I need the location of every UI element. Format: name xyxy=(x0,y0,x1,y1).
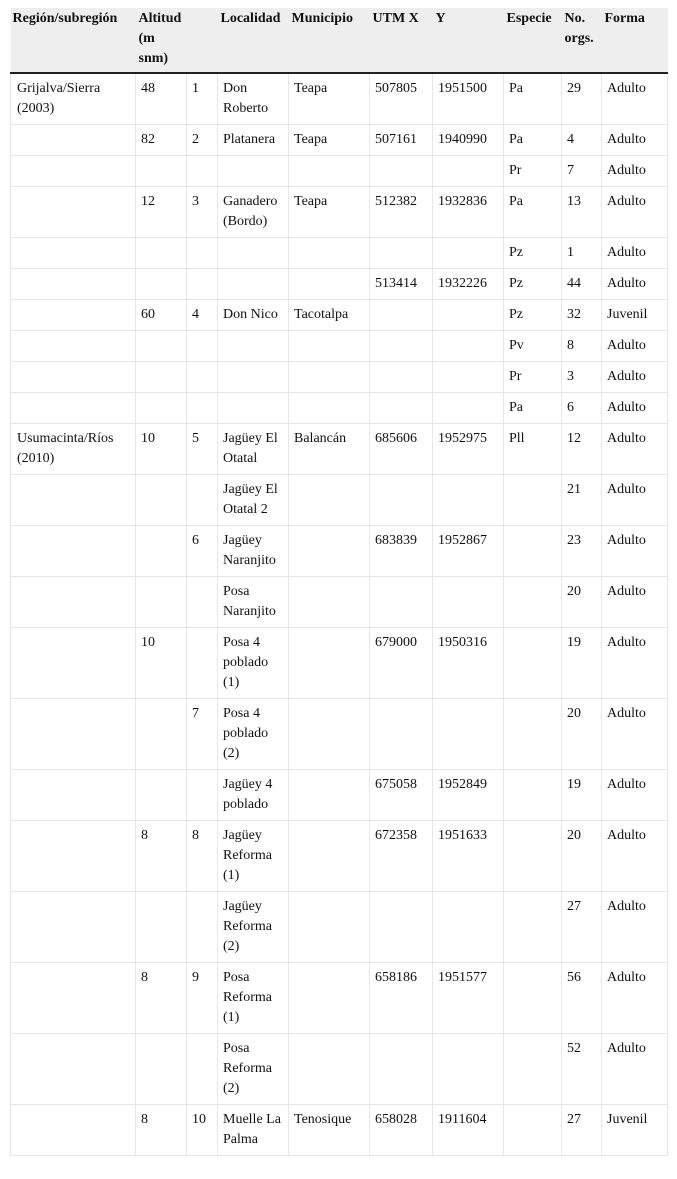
cell-altitude xyxy=(136,331,187,362)
cell-municipality xyxy=(289,393,370,424)
table-row xyxy=(11,892,668,963)
cell-region-subregion xyxy=(11,577,136,628)
cell-utm-x: 658028 xyxy=(370,1105,433,1156)
cell-life-form: Adulto xyxy=(602,892,668,963)
cell-locality xyxy=(218,331,289,362)
cell-altitude: 8 xyxy=(136,963,187,1034)
cell-locality: Posa 4 poblado (2) xyxy=(218,699,289,770)
cell-utm-y: 1952975 xyxy=(433,424,504,475)
cell-site-number: 3 xyxy=(187,187,218,238)
cell-life-form: Adulto xyxy=(602,187,668,238)
cell-region-subregion xyxy=(11,1034,136,1105)
cell-organism-count: 52 xyxy=(562,1034,602,1105)
cell-utm-y xyxy=(433,892,504,963)
cell-locality: Posa Naranjito xyxy=(218,577,289,628)
cell-locality xyxy=(218,269,289,300)
cell-life-form: Adulto xyxy=(602,269,668,300)
cell-life-form: Adulto xyxy=(602,699,668,770)
cell-altitude xyxy=(136,770,187,821)
cell-organism-count: 56 xyxy=(562,963,602,1034)
cell-municipality: Balancán xyxy=(289,424,370,475)
cell-municipality xyxy=(289,1034,370,1105)
column-header-organism-count: No. orgs. xyxy=(562,8,602,73)
cell-region-subregion xyxy=(11,187,136,238)
cell-utm-y xyxy=(433,475,504,526)
cell-utm-y xyxy=(433,156,504,187)
cell-utm-x xyxy=(370,1034,433,1105)
cell-site-number xyxy=(187,238,218,269)
cell-utm-y: 1952849 xyxy=(433,770,504,821)
cell-species xyxy=(504,1105,562,1156)
cell-utm-y: 1952867 xyxy=(433,526,504,577)
cell-altitude xyxy=(136,156,187,187)
cell-region-subregion xyxy=(11,892,136,963)
cell-species: Pr xyxy=(504,362,562,393)
cell-life-form: Adulto xyxy=(602,963,668,1034)
cell-utm-x xyxy=(370,300,433,331)
cell-organism-count: 20 xyxy=(562,699,602,770)
cell-region-subregion xyxy=(11,770,136,821)
column-header-utm-x: UTM X xyxy=(370,8,433,73)
cell-organism-count: 8 xyxy=(562,331,602,362)
table-row xyxy=(11,821,668,892)
cell-municipality xyxy=(289,362,370,393)
cell-region-subregion xyxy=(11,526,136,577)
cell-utm-x xyxy=(370,362,433,393)
cell-municipality xyxy=(289,156,370,187)
cell-utm-y: 1940990 xyxy=(433,125,504,156)
table-row xyxy=(11,73,668,125)
cell-municipality: Teapa xyxy=(289,73,370,125)
cell-organism-count: 21 xyxy=(562,475,602,526)
cell-region-subregion xyxy=(11,362,136,393)
cell-utm-y: 1951577 xyxy=(433,963,504,1034)
cell-life-form: Adulto xyxy=(602,393,668,424)
cell-species: Pll xyxy=(504,424,562,475)
cell-utm-x: 675058 xyxy=(370,770,433,821)
cell-life-form: Adulto xyxy=(602,1034,668,1105)
table-header xyxy=(11,8,668,73)
cell-utm-x: 507805 xyxy=(370,73,433,125)
cell-utm-x xyxy=(370,238,433,269)
column-header-utm-y: Y xyxy=(433,8,504,73)
cell-region-subregion xyxy=(11,269,136,300)
cell-utm-y xyxy=(433,1034,504,1105)
cell-life-form: Adulto xyxy=(602,424,668,475)
cell-altitude xyxy=(136,269,187,300)
column-header-species: Especie xyxy=(504,8,562,73)
column-header-life-form: Forma xyxy=(602,8,668,73)
cell-locality: Jagüey Reforma (2) xyxy=(218,892,289,963)
cell-locality: Jagüey Reforma (1) xyxy=(218,821,289,892)
cell-utm-x: 679000 xyxy=(370,628,433,699)
cell-species: Pa xyxy=(504,125,562,156)
table-row xyxy=(11,577,668,628)
cell-site-number xyxy=(187,770,218,821)
cell-site-number: 1 xyxy=(187,73,218,125)
cell-altitude: 60 xyxy=(136,300,187,331)
cell-organism-count: 23 xyxy=(562,526,602,577)
cell-life-form: Adulto xyxy=(602,770,668,821)
cell-municipality xyxy=(289,526,370,577)
cell-utm-x: 512382 xyxy=(370,187,433,238)
cell-altitude xyxy=(136,699,187,770)
cell-locality: Posa Reforma (1) xyxy=(218,963,289,1034)
cell-life-form: Juvenil xyxy=(602,300,668,331)
cell-altitude: 12 xyxy=(136,187,187,238)
cell-municipality xyxy=(289,577,370,628)
table-row xyxy=(11,963,668,1034)
cell-region-subregion: Grijalva/Sierra (2003) xyxy=(11,73,136,125)
cell-utm-x xyxy=(370,699,433,770)
table-row xyxy=(11,1034,668,1105)
cell-organism-count: 12 xyxy=(562,424,602,475)
cell-utm-y xyxy=(433,238,504,269)
cell-utm-y xyxy=(433,699,504,770)
cell-organism-count: 27 xyxy=(562,1105,602,1156)
cell-life-form: Adulto xyxy=(602,125,668,156)
cell-species xyxy=(504,770,562,821)
cell-municipality xyxy=(289,331,370,362)
cell-altitude: 8 xyxy=(136,821,187,892)
cell-site-number: 9 xyxy=(187,963,218,1034)
cell-site-number xyxy=(187,362,218,393)
cell-species: Pr xyxy=(504,156,562,187)
column-header-locality: Localidad xyxy=(218,8,289,73)
cell-utm-x: 507161 xyxy=(370,125,433,156)
cell-site-number xyxy=(187,892,218,963)
cell-organism-count: 6 xyxy=(562,393,602,424)
cell-locality: Posa 4 poblado (1) xyxy=(218,628,289,699)
cell-life-form: Adulto xyxy=(602,628,668,699)
cell-altitude xyxy=(136,362,187,393)
table-row xyxy=(11,238,668,269)
cell-region-subregion xyxy=(11,963,136,1034)
cell-site-number: 4 xyxy=(187,300,218,331)
cell-organism-count: 4 xyxy=(562,125,602,156)
cell-municipality xyxy=(289,892,370,963)
cell-species: Pz xyxy=(504,238,562,269)
cell-region-subregion xyxy=(11,475,136,526)
cell-site-number xyxy=(187,393,218,424)
cell-municipality xyxy=(289,963,370,1034)
cell-utm-y: 1951633 xyxy=(433,821,504,892)
cell-species: Pv xyxy=(504,331,562,362)
cell-life-form: Juvenil xyxy=(602,1105,668,1156)
cell-municipality: Teapa xyxy=(289,187,370,238)
cell-utm-x xyxy=(370,892,433,963)
cell-species xyxy=(504,892,562,963)
cell-species xyxy=(504,628,562,699)
cell-utm-x: 658186 xyxy=(370,963,433,1034)
table-row xyxy=(11,526,668,577)
table-row xyxy=(11,362,668,393)
cell-site-number: 5 xyxy=(187,424,218,475)
cell-altitude: 82 xyxy=(136,125,187,156)
cell-utm-y xyxy=(433,577,504,628)
cell-utm-x xyxy=(370,331,433,362)
cell-site-number: 7 xyxy=(187,699,218,770)
cell-region-subregion xyxy=(11,156,136,187)
cell-region-subregion xyxy=(11,300,136,331)
cell-life-form: Adulto xyxy=(602,577,668,628)
table-row xyxy=(11,300,668,331)
cell-life-form: Adulto xyxy=(602,331,668,362)
data-table xyxy=(10,8,668,1156)
cell-utm-y xyxy=(433,362,504,393)
cell-life-form: Adulto xyxy=(602,362,668,393)
table-row xyxy=(11,1105,668,1156)
column-header-region-subregion: Región/subregión xyxy=(11,8,136,73)
cell-site-number xyxy=(187,269,218,300)
cell-altitude: 48 xyxy=(136,73,187,125)
cell-municipality xyxy=(289,269,370,300)
cell-species xyxy=(504,821,562,892)
cell-utm-y: 1951500 xyxy=(433,73,504,125)
cell-municipality xyxy=(289,238,370,269)
cell-locality: Posa Reforma (2) xyxy=(218,1034,289,1105)
header-row xyxy=(11,8,668,73)
cell-locality: Jagüey 4 poblado xyxy=(218,770,289,821)
cell-region-subregion xyxy=(11,331,136,362)
cell-municipality xyxy=(289,821,370,892)
cell-municipality xyxy=(289,475,370,526)
cell-municipality xyxy=(289,628,370,699)
cell-site-number xyxy=(187,156,218,187)
cell-species xyxy=(504,475,562,526)
cell-life-form: Adulto xyxy=(602,73,668,125)
cell-locality: Don Nico xyxy=(218,300,289,331)
cell-altitude xyxy=(136,475,187,526)
cell-life-form: Adulto xyxy=(602,156,668,187)
cell-site-number xyxy=(187,475,218,526)
table-row xyxy=(11,393,668,424)
cell-utm-x: 685606 xyxy=(370,424,433,475)
cell-utm-y: 1911604 xyxy=(433,1105,504,1156)
cell-locality: Ganadero (Bordo) xyxy=(218,187,289,238)
cell-organism-count: 7 xyxy=(562,156,602,187)
cell-species: Pz xyxy=(504,269,562,300)
table-row xyxy=(11,331,668,362)
cell-region-subregion xyxy=(11,821,136,892)
cell-altitude: 8 xyxy=(136,1105,187,1156)
cell-municipality: Tacotalpa xyxy=(289,300,370,331)
table-row xyxy=(11,424,668,475)
cell-utm-x xyxy=(370,393,433,424)
table-row xyxy=(11,156,668,187)
cell-organism-count: 20 xyxy=(562,577,602,628)
cell-organism-count: 13 xyxy=(562,187,602,238)
table-row xyxy=(11,770,668,821)
cell-altitude xyxy=(136,526,187,577)
cell-region-subregion xyxy=(11,699,136,770)
cell-municipality: Teapa xyxy=(289,125,370,156)
column-header-site-number xyxy=(187,8,218,73)
cell-utm-x xyxy=(370,475,433,526)
cell-utm-y: 1932226 xyxy=(433,269,504,300)
cell-municipality: Tenosique xyxy=(289,1105,370,1156)
table-body xyxy=(11,73,668,1156)
cell-species xyxy=(504,963,562,1034)
cell-species xyxy=(504,577,562,628)
cell-species: Pa xyxy=(504,73,562,125)
table-row xyxy=(11,699,668,770)
cell-utm-y xyxy=(433,393,504,424)
cell-region-subregion xyxy=(11,125,136,156)
cell-life-form: Adulto xyxy=(602,526,668,577)
cell-organism-count: 27 xyxy=(562,892,602,963)
cell-life-form: Adulto xyxy=(602,475,668,526)
cell-utm-x: 672358 xyxy=(370,821,433,892)
cell-region-subregion xyxy=(11,628,136,699)
cell-organism-count: 44 xyxy=(562,269,602,300)
cell-utm-y: 1932836 xyxy=(433,187,504,238)
cell-locality xyxy=(218,238,289,269)
cell-utm-y: 1950316 xyxy=(433,628,504,699)
table-row xyxy=(11,187,668,238)
cell-altitude xyxy=(136,238,187,269)
cell-species: Pa xyxy=(504,393,562,424)
cell-altitude xyxy=(136,1034,187,1105)
cell-locality: Muelle La Palma xyxy=(218,1105,289,1156)
cell-altitude: 10 xyxy=(136,424,187,475)
cell-organism-count: 20 xyxy=(562,821,602,892)
table-row xyxy=(11,475,668,526)
cell-site-number: 8 xyxy=(187,821,218,892)
cell-municipality xyxy=(289,770,370,821)
cell-utm-x xyxy=(370,156,433,187)
cell-site-number xyxy=(187,1034,218,1105)
cell-region-subregion xyxy=(11,1105,136,1156)
cell-locality: Platanera xyxy=(218,125,289,156)
cell-organism-count: 29 xyxy=(562,73,602,125)
cell-utm-x: 683839 xyxy=(370,526,433,577)
cell-region-subregion xyxy=(11,238,136,269)
cell-species xyxy=(504,699,562,770)
cell-altitude xyxy=(136,393,187,424)
cell-utm-x: 513414 xyxy=(370,269,433,300)
cell-site-number: 2 xyxy=(187,125,218,156)
cell-altitude xyxy=(136,577,187,628)
column-header-municipality: Municipio xyxy=(289,8,370,73)
cell-locality: Jagüey El Otatal xyxy=(218,424,289,475)
cell-region-subregion xyxy=(11,393,136,424)
cell-utm-y xyxy=(433,331,504,362)
cell-organism-count: 19 xyxy=(562,770,602,821)
cell-organism-count: 3 xyxy=(562,362,602,393)
cell-locality xyxy=(218,393,289,424)
cell-locality: Don Roberto xyxy=(218,73,289,125)
cell-species xyxy=(504,526,562,577)
cell-utm-y xyxy=(433,300,504,331)
cell-species: Pz xyxy=(504,300,562,331)
cell-altitude: 10 xyxy=(136,628,187,699)
cell-utm-x xyxy=(370,577,433,628)
cell-organism-count: 19 xyxy=(562,628,602,699)
cell-organism-count: 1 xyxy=(562,238,602,269)
table-row xyxy=(11,269,668,300)
cell-life-form: Adulto xyxy=(602,238,668,269)
table-row xyxy=(11,628,668,699)
cell-municipality xyxy=(289,699,370,770)
column-header-altitude: Altitud (m snm) xyxy=(136,8,187,73)
table-row xyxy=(11,125,668,156)
cell-locality: Jagüey Naranjito xyxy=(218,526,289,577)
cell-organism-count: 32 xyxy=(562,300,602,331)
cell-locality: Jagüey El Otatal 2 xyxy=(218,475,289,526)
cell-site-number xyxy=(187,628,218,699)
cell-species xyxy=(504,1034,562,1105)
cell-species: Pa xyxy=(504,187,562,238)
cell-site-number xyxy=(187,577,218,628)
cell-region-subregion: Usumacinta/Ríos (2010) xyxy=(11,424,136,475)
cell-site-number xyxy=(187,331,218,362)
cell-locality xyxy=(218,156,289,187)
cell-site-number: 10 xyxy=(187,1105,218,1156)
cell-locality xyxy=(218,362,289,393)
cell-site-number: 6 xyxy=(187,526,218,577)
cell-life-form: Adulto xyxy=(602,821,668,892)
cell-altitude xyxy=(136,892,187,963)
